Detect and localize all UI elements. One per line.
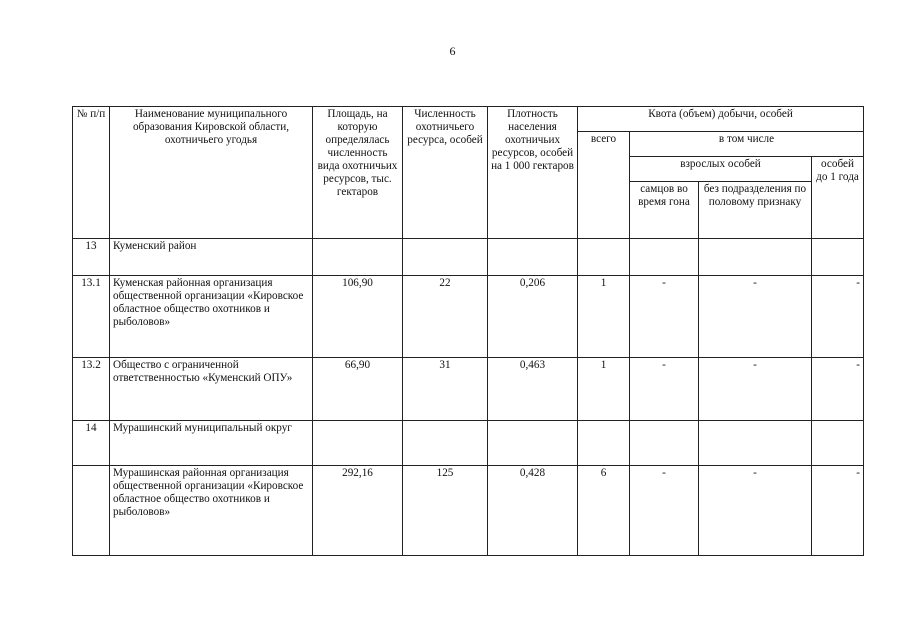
cell-density: 0,463 [488, 358, 578, 421]
cell-name: Куменская районная организация общественной организации «Кировское областное общество охотников и рыболовов» [110, 276, 313, 358]
cell-young [812, 421, 864, 466]
table-row [73, 239, 864, 276]
page-number: 6 [449, 44, 456, 58]
table-row [73, 358, 864, 421]
header-no-sex: без подразделения по половому признаку [699, 182, 812, 239]
header-under-one: особей до 1 года [812, 157, 864, 239]
header-count: Численность охотничьего ресурса, особей [403, 107, 488, 239]
cell-nosex: - [699, 466, 812, 556]
cell-density: 0,428 [488, 466, 578, 556]
cell-young: - [812, 358, 864, 421]
cell-young: - [812, 466, 864, 556]
cell-count: 22 [403, 276, 488, 358]
cell-name: Мурашинский муниципальный округ [110, 421, 313, 466]
header-including: в том числе [630, 132, 864, 157]
cell-count [403, 239, 488, 276]
cell-total: 6 [578, 466, 630, 556]
quota-table [72, 106, 864, 556]
cell-young: - [812, 276, 864, 358]
cell-density: 0,206 [488, 276, 578, 358]
table-row [73, 421, 864, 466]
cell-males [630, 421, 699, 466]
header-name: Наименование муниципального образования Кировской области, охотничьего угодья [110, 107, 313, 239]
header-density: Плотность населения охотничьих ресурсов, особей на 1 000 гектаров [488, 107, 578, 239]
table-row [73, 276, 864, 358]
cell-males: - [630, 358, 699, 421]
cell-nosex [699, 421, 812, 466]
cell-males [630, 239, 699, 276]
cell-area: 66,90 [313, 358, 403, 421]
cell-young [812, 239, 864, 276]
cell-nosex: - [699, 276, 812, 358]
cell-density [488, 421, 578, 466]
header-males-rut: самцов во время гона [630, 182, 699, 239]
cell-num: 13.2 [73, 358, 110, 421]
cell-area: 292,16 [313, 466, 403, 556]
cell-num [73, 466, 110, 556]
cell-count [403, 421, 488, 466]
cell-nosex [699, 239, 812, 276]
header-total: всего [578, 132, 630, 239]
cell-num: 13.1 [73, 276, 110, 358]
cell-males: - [630, 276, 699, 358]
cell-num: 14 [73, 421, 110, 466]
header-num: № п/п [73, 107, 110, 239]
header-adults: взрослых особей [630, 157, 812, 182]
table-row [73, 466, 864, 556]
cell-count: 31 [403, 358, 488, 421]
header-quota: Квота (объем) добычи, особей [578, 107, 864, 132]
cell-total [578, 239, 630, 276]
cell-total: 1 [578, 358, 630, 421]
cell-density [488, 239, 578, 276]
header-area: Площадь, на которую определялась численность вида охотничьих ресурсов, тыс. гектаров [313, 107, 403, 239]
cell-males: - [630, 466, 699, 556]
cell-name: Общество с ограниченной ответственностью «Куменский ОПУ» [110, 358, 313, 421]
cell-total [578, 421, 630, 466]
cell-area [313, 421, 403, 466]
cell-area [313, 239, 403, 276]
cell-nosex: - [699, 358, 812, 421]
cell-area: 106,90 [313, 276, 403, 358]
cell-name: Куменский район [110, 239, 313, 276]
cell-count: 125 [403, 466, 488, 556]
cell-num: 13 [73, 239, 110, 276]
cell-name: Мурашинская районная организация общественной организации «Кировское областное общество охотников и рыболовов» [110, 466, 313, 556]
cell-total: 1 [578, 276, 630, 358]
